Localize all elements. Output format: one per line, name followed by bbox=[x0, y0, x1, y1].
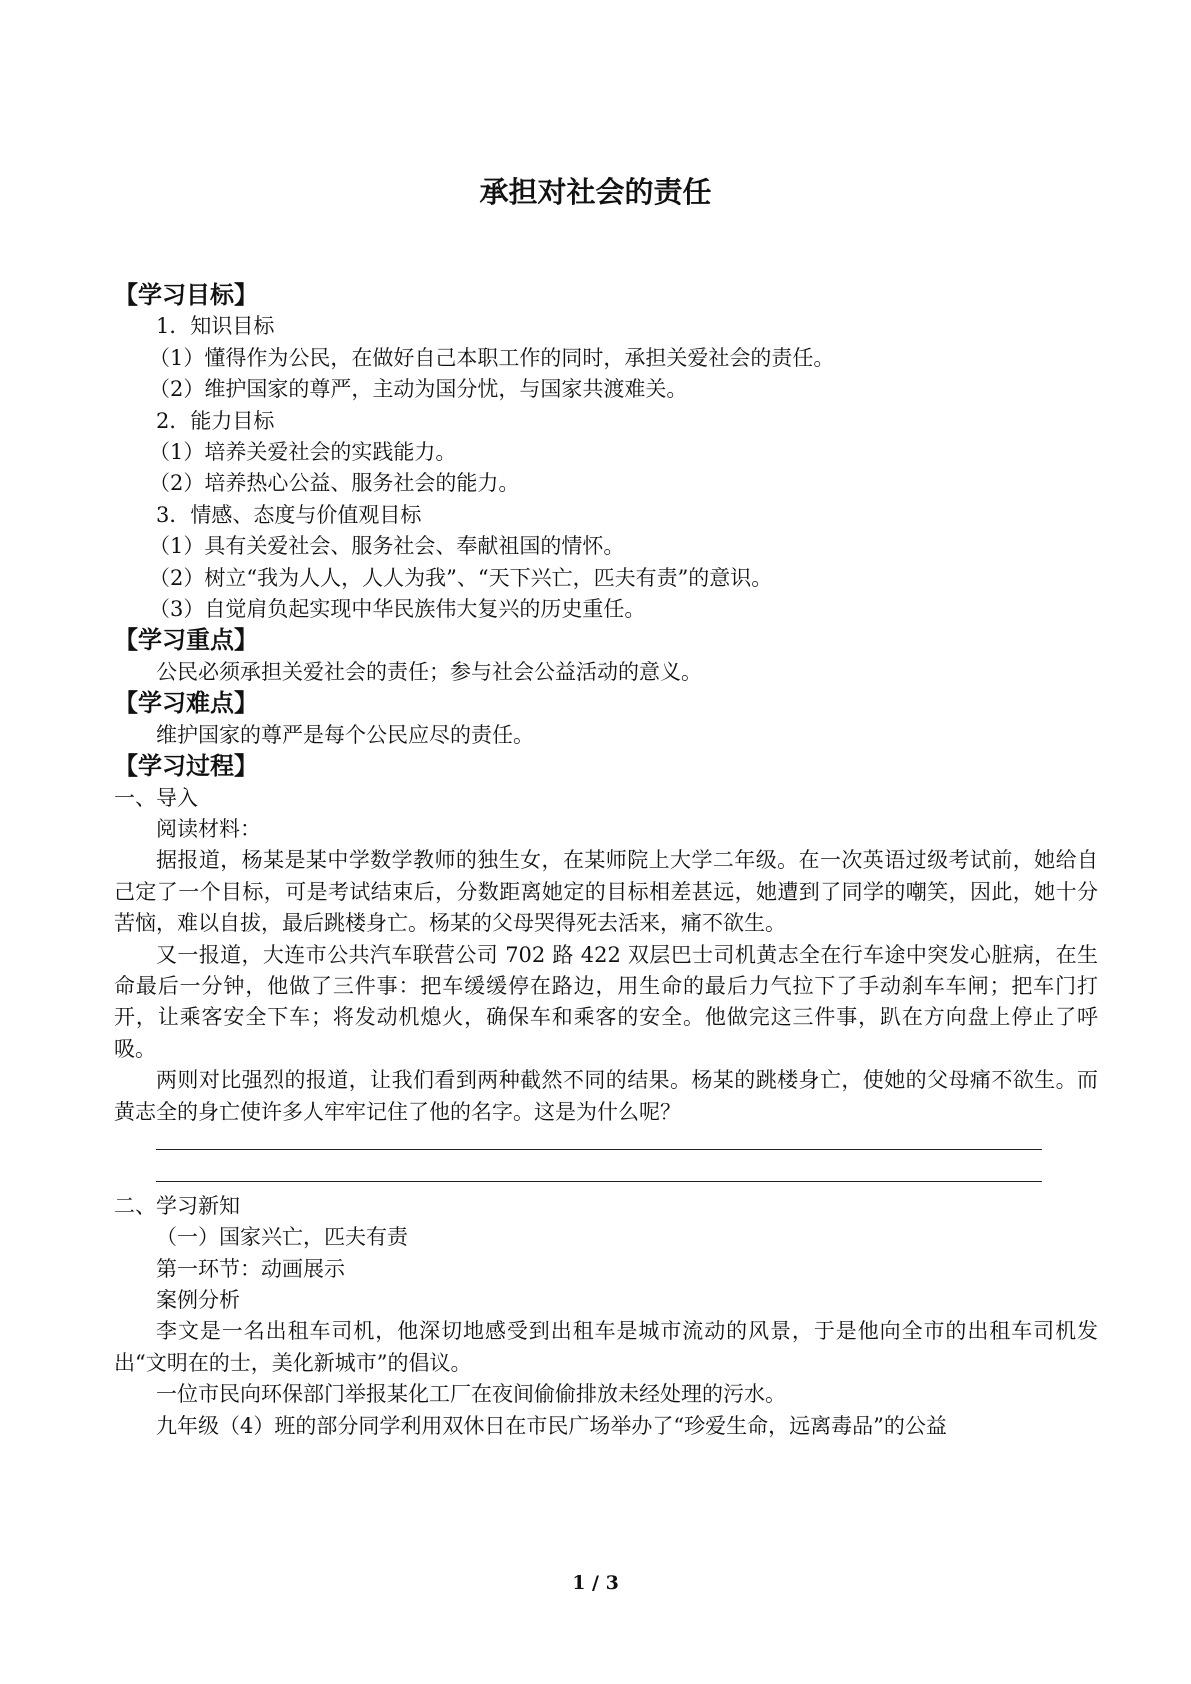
answer-line-2[interactable] bbox=[156, 1159, 1042, 1190]
knowledge-label: 1．知识目标 bbox=[156, 314, 275, 339]
key-text: 公民必须承担关爱社会的责任；参与社会公益活动的意义。 bbox=[156, 659, 702, 684]
paragraph-1: 据报道，杨某是某中学数学教师的独生女，在某师院上大学二年级。在一次英语过级考试前，她给自己定了一个目标，可是考试结束后，分数距离她定的目标相差甚远，她遭到了同学的嘲笑，因此，她十分苦恼，难以自拔，最后跳楼身亡。杨某的父母哭得死去活来，痛不欲生。 bbox=[114, 848, 1098, 936]
paragraph-4: 李文是一名出租车司机，他深切地感受到出租车是城市流动的风景，于是他向全市的出租车司机发出“文明在的士，美化新城市”的倡议。 bbox=[114, 1319, 1098, 1375]
page-title: 承担对社会的责任 bbox=[479, 175, 712, 209]
emotion-label: 3．情感、态度与价值观目标 bbox=[156, 502, 422, 527]
paragraph-6: 九年级（4）班的部分同学利用双休日在市民广场举办了“珍爱生命，远离毒品”的公益 bbox=[156, 1413, 947, 1438]
emotion-item-1: （1）具有关爱社会、服务社会、奉献祖国的情怀。 bbox=[149, 534, 625, 559]
ability-label: 2．能力目标 bbox=[156, 408, 275, 433]
page-number: 1 / 3 bbox=[572, 1572, 619, 1594]
new-knowledge-label: 二、学习新知 bbox=[114, 1193, 240, 1218]
intro-label: 一、导入 bbox=[114, 785, 198, 810]
difficulty-heading: 【学习难点】 bbox=[114, 689, 258, 718]
case-label: 案例分析 bbox=[156, 1287, 240, 1312]
ability-item-2: （2）培养热心公益、服务社会的能力。 bbox=[149, 471, 520, 496]
document-body bbox=[114, 280, 1098, 1442]
knowledge-item-2: （2）维护国家的尊严，主动为国分忧，与国家共渡难关。 bbox=[149, 377, 688, 402]
goals-heading: 【学习目标】 bbox=[114, 281, 258, 309]
subsection-1: （一）国家兴亡，匹夫有责 bbox=[156, 1225, 408, 1250]
process-heading: 【学习过程】 bbox=[114, 752, 258, 781]
paragraph-2: 又一报道，大连市公共汽车联营公司 702 路 422 双层巴士司机黄志全在行车途中突发心脏病，在生命最后一分钟，他做了三件事：把车缓缓停在路边，用生命的最后力气拉下了手动刹车车闸；把车门打开，让乘客安全下车；将发动机熄火，确保车和乘客的安全。他做完这三件事，趴在方向盘上停止了呼吸。 bbox=[114, 942, 1098, 1061]
paragraph-3: 两则对比强烈的报道，让我们看到两种截然不同的结果。杨某的跳楼身亡，使她的父母痛不欲生。而黄志全的身亡使许多人牢牢记住了他的名字。这是为什么呢？ bbox=[114, 1068, 1098, 1124]
answer-line-1[interactable] bbox=[156, 1128, 1042, 1159]
emotion-item-3: （3）自觉肩负起实现中华民族伟大复兴的历史重任。 bbox=[149, 597, 646, 622]
read-label: 阅读材料： bbox=[156, 816, 261, 841]
paragraph-5: 一位市民向环保部门举报某化工厂在夜间偷偷排放未经处理的污水。 bbox=[156, 1382, 786, 1407]
difficulty-text: 维护国家的尊严是每个公民应尽的责任。 bbox=[156, 722, 534, 747]
step-1: 第一环节：动画展示 bbox=[156, 1256, 345, 1281]
ability-item-1: （1）培养关爱社会的实践能力。 bbox=[149, 440, 457, 465]
knowledge-item-1: （1）懂得作为公民，在做好自己本职工作的同时，承担关爱社会的责任。 bbox=[149, 345, 835, 370]
emotion-item-2: （2）树立“我为人人，人人为我”、“天下兴亡，匹夫有责”的意识。 bbox=[149, 565, 773, 590]
key-heading: 【学习重点】 bbox=[114, 626, 258, 655]
